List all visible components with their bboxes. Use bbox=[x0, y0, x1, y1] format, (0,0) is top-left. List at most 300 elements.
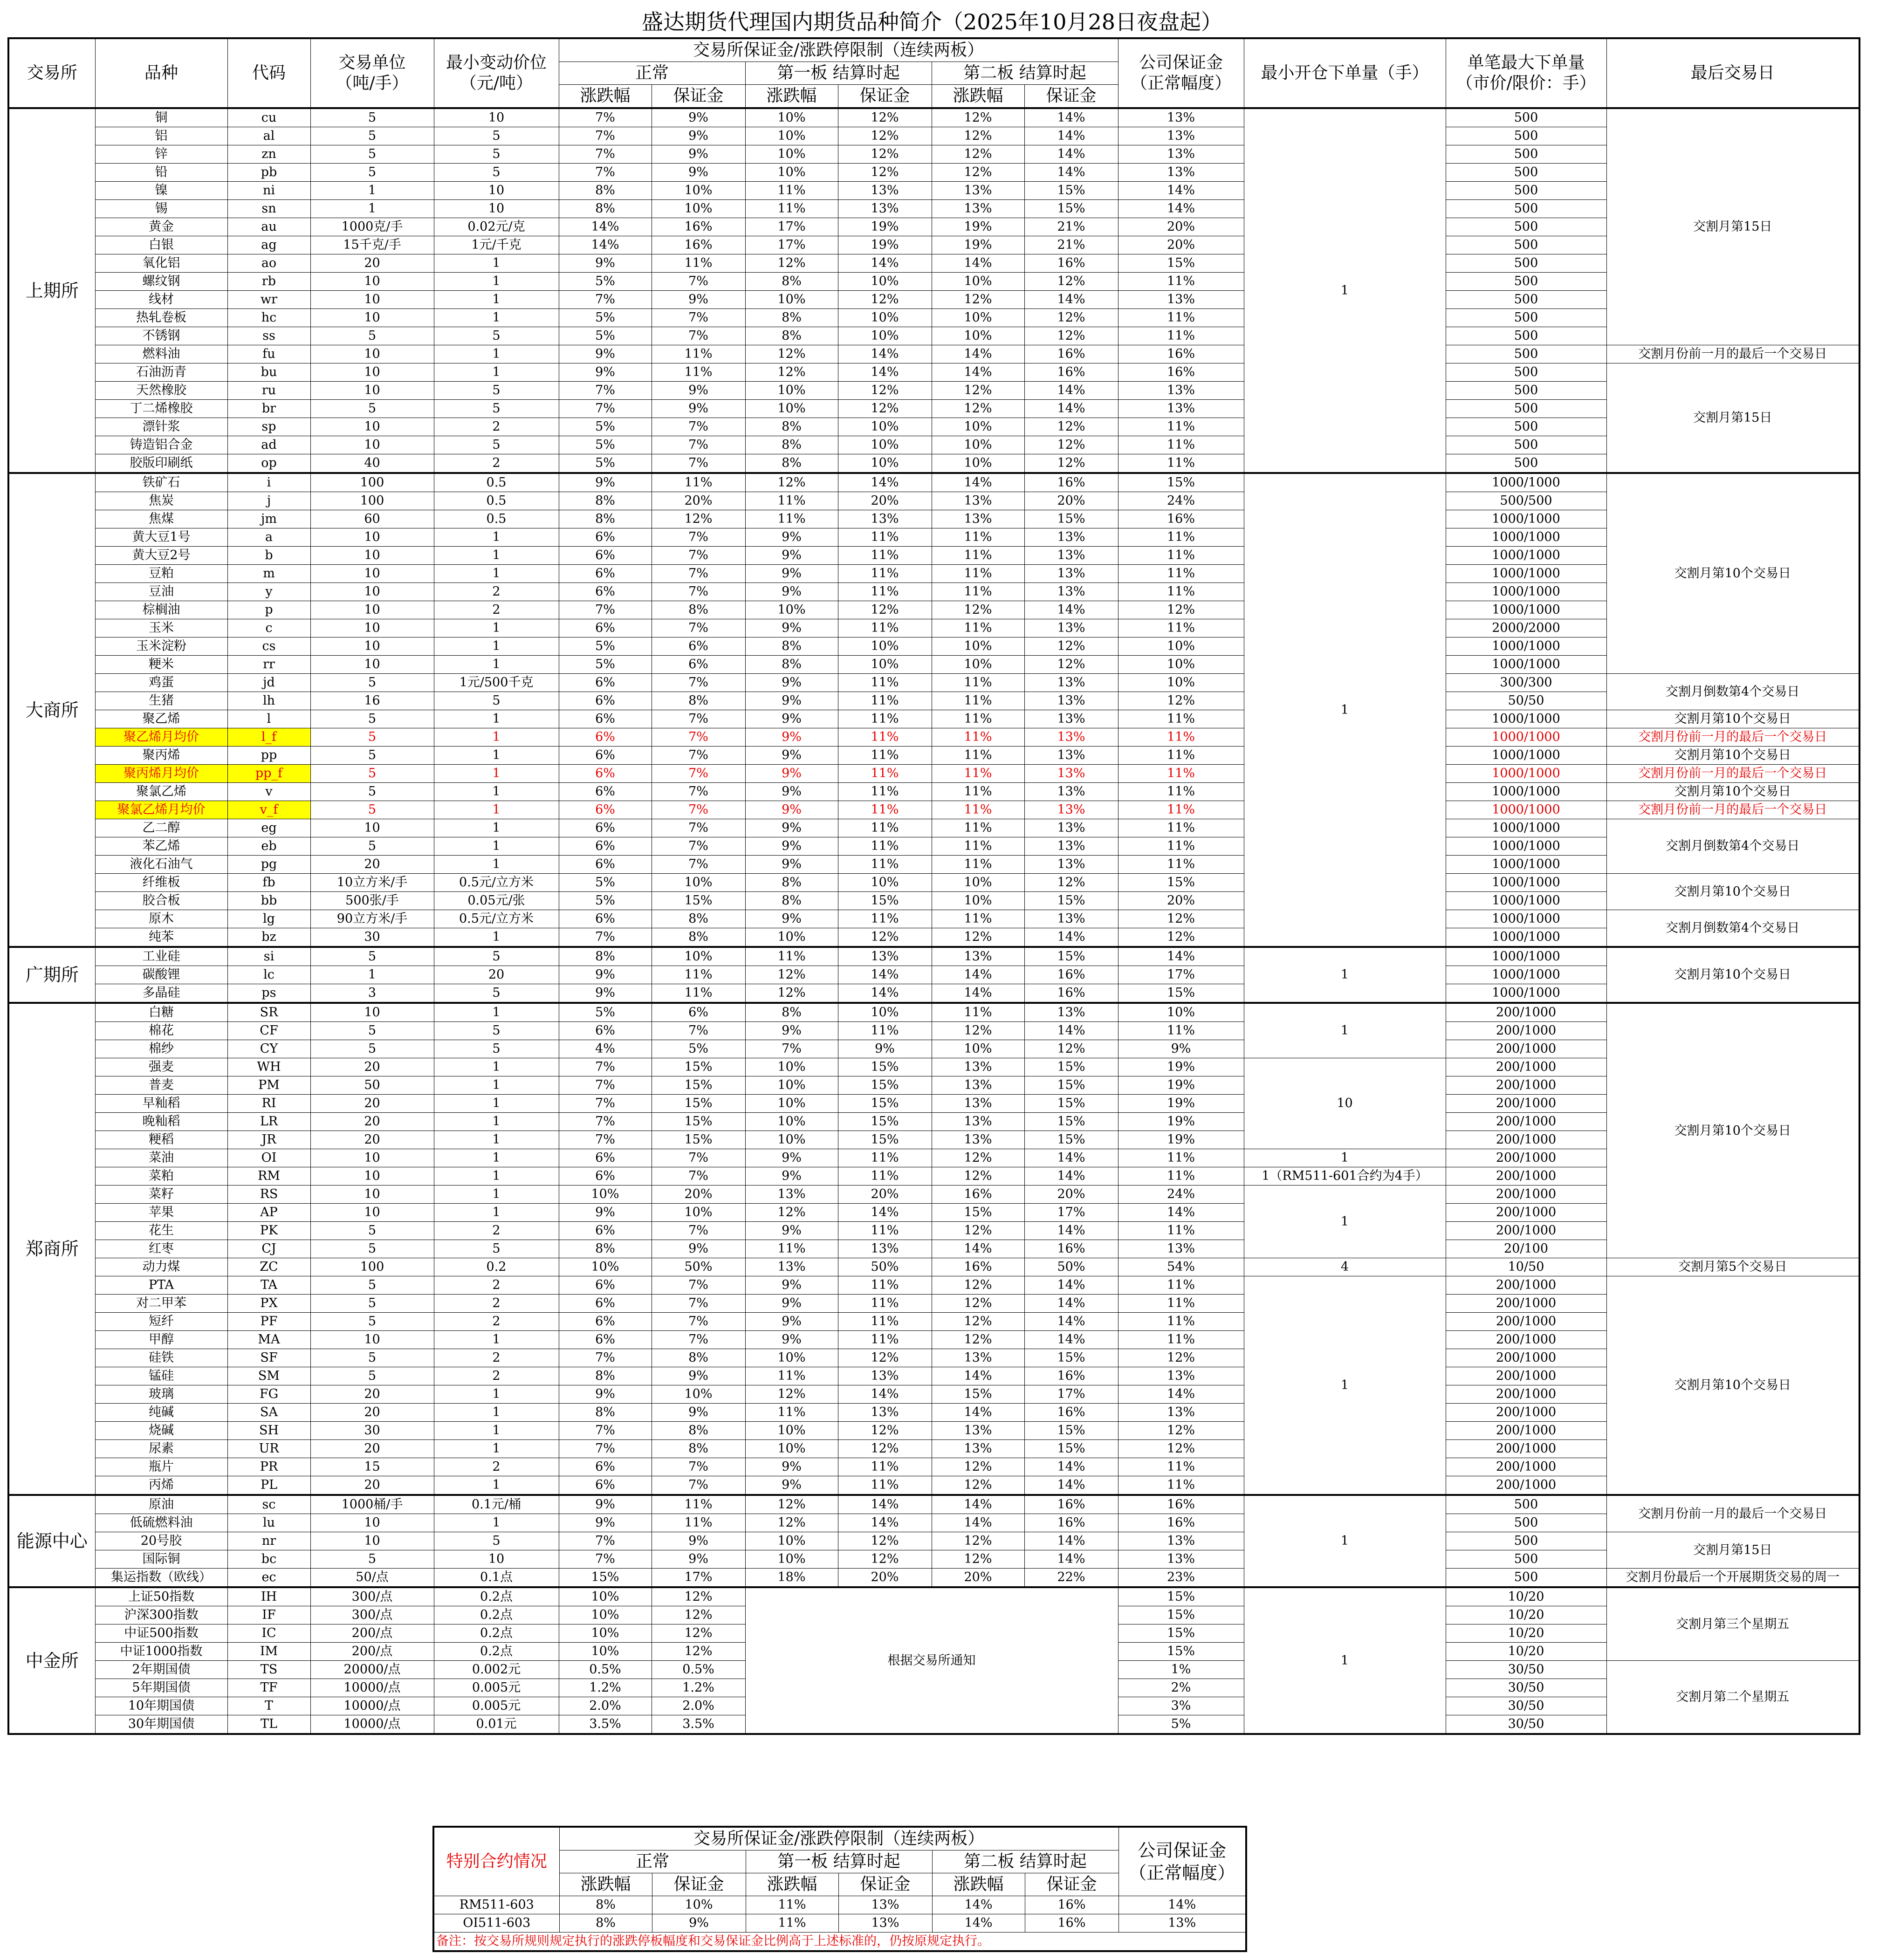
variety-code: nr bbox=[227, 1532, 310, 1550]
max-order-qty: 30/50 bbox=[1446, 1715, 1606, 1734]
variety-name: 黄大豆1号 bbox=[95, 528, 227, 547]
normal-limit: 6% bbox=[559, 1313, 652, 1331]
variety-code: bu bbox=[227, 363, 310, 382]
variety-code: SH bbox=[227, 1422, 310, 1440]
table-row bbox=[8, 947, 1859, 966]
normal-limit: 7% bbox=[559, 1532, 652, 1550]
table-row bbox=[8, 273, 1859, 291]
variety-code: jm bbox=[227, 510, 310, 528]
board1-limit: 9% bbox=[745, 1331, 838, 1349]
normal-limit: 2.0% bbox=[559, 1697, 652, 1715]
max-order-qty: 1000/1000 bbox=[1446, 637, 1606, 656]
variety-code: wr bbox=[227, 291, 310, 309]
board1-margin: 14% bbox=[838, 966, 932, 984]
board1-margin: 12% bbox=[838, 400, 932, 418]
board2-margin: 15% bbox=[1024, 892, 1118, 910]
board1-margin: 10% bbox=[838, 1003, 932, 1022]
normal-limit: 9% bbox=[559, 1204, 652, 1222]
variety-name: 液化石油气 bbox=[95, 856, 227, 874]
max-order-qty: 1000/1000 bbox=[1446, 801, 1606, 819]
trade-unit: 5 bbox=[310, 1040, 434, 1058]
table-row bbox=[8, 108, 1859, 127]
board2-margin: 14% bbox=[1024, 145, 1118, 164]
board1-margin: 12% bbox=[838, 145, 932, 164]
variety-code: bz bbox=[227, 928, 310, 947]
variety-code: TA bbox=[227, 1276, 310, 1295]
normal-limit: 6% bbox=[559, 1149, 652, 1167]
variety-name: 乙二醇 bbox=[95, 819, 227, 837]
board1-limit: 12% bbox=[745, 1385, 838, 1404]
board2-margin: 16% bbox=[1024, 254, 1118, 273]
variety-name: 锌 bbox=[95, 145, 227, 164]
board2-limit: 10% bbox=[932, 309, 1024, 327]
board1-limit: 9% bbox=[745, 819, 838, 837]
board2-margin: 14% bbox=[1024, 1295, 1118, 1313]
variety-code: i bbox=[227, 473, 310, 492]
company-margin: 11% bbox=[1118, 327, 1244, 345]
variety-code: au bbox=[227, 218, 310, 236]
tick-size: 2 bbox=[434, 1276, 559, 1295]
normal-margin: 15% bbox=[652, 1131, 745, 1149]
trade-unit: 10 bbox=[310, 1532, 434, 1550]
board1-margin: 11% bbox=[838, 1331, 932, 1349]
company-margin: 11% bbox=[1118, 1313, 1244, 1331]
col-header-limit: 涨跌幅 bbox=[745, 85, 838, 109]
company-margin: 11% bbox=[1118, 819, 1244, 837]
tick-size: 1 bbox=[434, 1514, 559, 1532]
trade-unit: 10 bbox=[310, 565, 434, 583]
board1-limit: 11% bbox=[745, 1240, 838, 1258]
min-open-qty: 1 bbox=[1244, 1495, 1446, 1587]
board1-margin: 11% bbox=[838, 837, 932, 856]
company-margin: 15% bbox=[1118, 1606, 1244, 1624]
normal-limit: 6% bbox=[559, 801, 652, 819]
board1-limit: 12% bbox=[745, 473, 838, 492]
normal-margin: 12% bbox=[652, 1643, 745, 1661]
tick-size: 5 bbox=[434, 1022, 559, 1040]
min-open-qty: 1 bbox=[1244, 1186, 1446, 1258]
trade-unit: 1 bbox=[310, 182, 434, 200]
trade-unit: 5 bbox=[310, 1295, 434, 1313]
company-margin: 11% bbox=[1118, 528, 1244, 547]
table-row bbox=[8, 436, 1859, 454]
normal-limit: 7% bbox=[559, 145, 652, 164]
board2-margin: 20% bbox=[1024, 1186, 1118, 1204]
trade-unit: 10 bbox=[310, 363, 434, 382]
table-row bbox=[8, 1295, 1859, 1313]
normal-margin: 7% bbox=[652, 273, 745, 291]
board1-margin: 12% bbox=[838, 1440, 932, 1458]
table-row bbox=[8, 910, 1859, 928]
normal-limit: 4% bbox=[559, 1040, 652, 1058]
variety-code: LR bbox=[227, 1113, 310, 1131]
normal-limit: 6% bbox=[559, 1276, 652, 1295]
board1-margin: 12% bbox=[838, 1550, 932, 1569]
board2-limit: 11% bbox=[932, 783, 1024, 801]
board2-limit: 12% bbox=[932, 1532, 1024, 1550]
board1-limit: 11% bbox=[745, 200, 838, 218]
board1-limit: 12% bbox=[745, 1204, 838, 1222]
tick-size: 1 bbox=[434, 783, 559, 801]
trade-unit: 10 bbox=[310, 528, 434, 547]
tick-size: 0.5 bbox=[434, 473, 559, 492]
normal-margin: 7% bbox=[652, 710, 745, 728]
trade-unit: 10 bbox=[310, 382, 434, 400]
tick-size: 1 bbox=[434, 856, 559, 874]
table-row bbox=[8, 1022, 1859, 1040]
variety-code: ec bbox=[227, 1569, 310, 1588]
variety-code: ps bbox=[227, 984, 310, 1003]
table-row bbox=[8, 291, 1859, 309]
board2-limit: 11% bbox=[932, 619, 1024, 637]
tick-size: 10 bbox=[434, 200, 559, 218]
board2-limit: 11% bbox=[932, 765, 1024, 783]
board2-limit: 14% bbox=[932, 254, 1024, 273]
normal-margin: 7% bbox=[652, 1331, 745, 1349]
normal-limit: 1.2% bbox=[559, 1679, 652, 1697]
board2-margin: 14% bbox=[1024, 400, 1118, 418]
normal-margin: 8% bbox=[652, 928, 745, 947]
board1-margin: 13% bbox=[838, 947, 932, 966]
normal-limit: 9% bbox=[559, 1495, 652, 1514]
board1-limit: 10% bbox=[745, 145, 838, 164]
normal-limit: 7% bbox=[559, 1095, 652, 1113]
trade-unit: 20 bbox=[310, 1058, 434, 1076]
max-order-qty: 30/50 bbox=[1446, 1697, 1606, 1715]
variety-name: 30年期国债 bbox=[95, 1715, 227, 1734]
normal-margin: 12% bbox=[652, 1606, 745, 1624]
board2-margin: 12% bbox=[1024, 309, 1118, 327]
normal-margin: 6% bbox=[652, 1003, 745, 1022]
board1-margin: 11% bbox=[838, 1222, 932, 1240]
normal-limit: 6% bbox=[559, 619, 652, 637]
tick-size: 2 bbox=[434, 418, 559, 436]
trade-unit: 10 bbox=[310, 819, 434, 837]
board1-margin: 10% bbox=[838, 637, 932, 656]
min-open-qty: 4 bbox=[1244, 1258, 1446, 1276]
normal-margin: 15% bbox=[652, 892, 745, 910]
board1-limit: 9% bbox=[745, 1222, 838, 1240]
variety-name: 胶版印刷纸 bbox=[95, 454, 227, 473]
normal-margin: 12% bbox=[652, 1624, 745, 1643]
variety-name: 铜 bbox=[95, 108, 227, 127]
normal-margin: 7% bbox=[652, 1222, 745, 1240]
variety-name: 硅铁 bbox=[95, 1349, 227, 1367]
board2-limit: 11% bbox=[932, 747, 1024, 765]
table-row bbox=[8, 1040, 1859, 1058]
table-row bbox=[8, 966, 1859, 984]
max-order-qty: 1000/1000 bbox=[1446, 856, 1606, 874]
variety-name: 中证1000指数 bbox=[95, 1643, 227, 1661]
normal-limit: 9% bbox=[559, 345, 652, 363]
min-open-qty: 1 bbox=[1244, 1003, 1446, 1058]
table-row bbox=[8, 1514, 1859, 1532]
normal-limit: 10% bbox=[559, 1258, 652, 1276]
normal-margin: 10% bbox=[652, 874, 745, 892]
special-value: 13% bbox=[1118, 1914, 1246, 1933]
board1-margin: 20% bbox=[838, 492, 932, 510]
variety-code: WH bbox=[227, 1058, 310, 1076]
variety-code: j bbox=[227, 492, 310, 510]
variety-code: ag bbox=[227, 236, 310, 254]
board2-margin: 16% bbox=[1024, 1514, 1118, 1532]
variety-code: IC bbox=[227, 1624, 310, 1643]
board2-limit: 12% bbox=[932, 108, 1024, 127]
max-order-qty: 1000/1000 bbox=[1446, 565, 1606, 583]
variety-code: cu bbox=[227, 108, 310, 127]
normal-limit: 6% bbox=[559, 856, 652, 874]
table-row bbox=[433, 1933, 1246, 1952]
board2-limit: 12% bbox=[932, 291, 1024, 309]
tick-size: 2 bbox=[434, 1313, 559, 1331]
board1-limit: 10% bbox=[745, 1422, 838, 1440]
min-open-qty: 1 bbox=[1244, 108, 1446, 473]
normal-margin: 15% bbox=[652, 1058, 745, 1076]
normal-margin: 7% bbox=[652, 1022, 745, 1040]
board1-limit: 8% bbox=[745, 309, 838, 327]
tick-size: 2 bbox=[434, 1367, 559, 1385]
max-order-qty: 1000/1000 bbox=[1446, 583, 1606, 601]
company-margin: 11% bbox=[1118, 436, 1244, 454]
trade-unit: 100 bbox=[310, 492, 434, 510]
table-row bbox=[8, 200, 1859, 218]
variety-name: 焦炭 bbox=[95, 492, 227, 510]
board2-limit: 13% bbox=[932, 510, 1024, 528]
variety-code: pp bbox=[227, 747, 310, 765]
tick-size: 1 bbox=[434, 345, 559, 363]
board1-margin: 14% bbox=[838, 1204, 932, 1222]
normal-limit: 7% bbox=[559, 1058, 652, 1076]
normal-limit: 8% bbox=[559, 1367, 652, 1385]
normal-limit: 6% bbox=[559, 728, 652, 747]
tick-size: 5 bbox=[434, 436, 559, 454]
variety-name: 焦煤 bbox=[95, 510, 227, 528]
trade-unit: 10 bbox=[310, 291, 434, 309]
company-margin: 12% bbox=[1118, 1349, 1244, 1367]
variety-code: UR bbox=[227, 1440, 310, 1458]
company-margin: 20% bbox=[1118, 236, 1244, 254]
variety-name: 螺纹钢 bbox=[95, 273, 227, 291]
max-order-qty: 200/1000 bbox=[1446, 1149, 1606, 1167]
company-margin: 12% bbox=[1118, 1422, 1244, 1440]
table-row bbox=[8, 363, 1859, 382]
normal-margin: 11% bbox=[652, 473, 745, 492]
col-header-limit: 涨跌幅 bbox=[746, 1873, 838, 1896]
variety-name: 花生 bbox=[95, 1222, 227, 1240]
max-order-qty: 500 bbox=[1446, 454, 1606, 473]
company-margin: 12% bbox=[1118, 601, 1244, 619]
variety-code: ad bbox=[227, 436, 310, 454]
normal-limit: 6% bbox=[559, 583, 652, 601]
table-row bbox=[8, 1349, 1859, 1367]
tick-size: 2 bbox=[434, 1222, 559, 1240]
table-row bbox=[8, 382, 1859, 400]
board2-margin: 13% bbox=[1024, 765, 1118, 783]
board2-limit: 12% bbox=[932, 1550, 1024, 1569]
normal-margin: 7% bbox=[652, 327, 745, 345]
header-row bbox=[433, 1827, 1246, 1850]
board2-margin: 15% bbox=[1024, 1422, 1118, 1440]
normal-margin: 7% bbox=[652, 454, 745, 473]
max-order-qty: 2000/2000 bbox=[1446, 619, 1606, 637]
max-order-qty: 10/20 bbox=[1446, 1624, 1606, 1643]
variety-name: 线材 bbox=[95, 291, 227, 309]
board2-limit: 14% bbox=[932, 1514, 1024, 1532]
tick-size: 1 bbox=[434, 1204, 559, 1222]
tick-size: 1 bbox=[434, 819, 559, 837]
table-row bbox=[8, 619, 1859, 637]
variety-name: 对二甲苯 bbox=[95, 1295, 227, 1313]
board2-margin: 15% bbox=[1024, 1349, 1118, 1367]
trade-unit: 10 bbox=[310, 1204, 434, 1222]
last-trade-day: 交割月倒数第4个交易日 bbox=[1606, 910, 1859, 947]
board1-margin: 15% bbox=[838, 1095, 932, 1113]
company-margin: 19% bbox=[1118, 1113, 1244, 1131]
company-margin: 13% bbox=[1118, 1532, 1244, 1550]
max-order-qty: 200/1000 bbox=[1446, 1385, 1606, 1404]
trade-unit: 5 bbox=[310, 801, 434, 819]
tick-size: 1 bbox=[434, 565, 559, 583]
variety-code: ZC bbox=[227, 1258, 310, 1276]
board1-limit: 18% bbox=[745, 1569, 838, 1588]
board2-margin: 14% bbox=[1024, 928, 1118, 947]
trade-unit: 5 bbox=[310, 783, 434, 801]
tick-size: 0.5 bbox=[434, 510, 559, 528]
company-margin: 11% bbox=[1118, 565, 1244, 583]
max-order-qty: 1000/1000 bbox=[1446, 874, 1606, 892]
company-margin: 23% bbox=[1118, 1569, 1244, 1588]
trade-unit: 16 bbox=[310, 692, 434, 710]
normal-margin: 8% bbox=[652, 1349, 745, 1367]
board1-limit: 10% bbox=[745, 1131, 838, 1149]
company-margin: 16% bbox=[1118, 510, 1244, 528]
col-header-group: 交易所保证金/涨跌停限制（连续两板） bbox=[559, 1827, 1118, 1850]
table-row bbox=[8, 837, 1859, 856]
last-trade-day: 交割月份前一月的最后一个交易日 bbox=[1606, 345, 1859, 363]
table-row bbox=[8, 1003, 1859, 1022]
variety-name: 铁矿石 bbox=[95, 473, 227, 492]
normal-limit: 7% bbox=[559, 1422, 652, 1440]
table-row bbox=[8, 418, 1859, 436]
board1-margin: 10% bbox=[838, 309, 932, 327]
variety-code: lu bbox=[227, 1514, 310, 1532]
tick-size: 1元/千克 bbox=[434, 236, 559, 254]
tick-size: 0.1元/桶 bbox=[434, 1495, 559, 1514]
company-margin: 11% bbox=[1118, 710, 1244, 728]
board1-margin: 11% bbox=[838, 565, 932, 583]
board2-limit: 11% bbox=[932, 583, 1024, 601]
normal-limit: 5% bbox=[559, 1003, 652, 1022]
board2-margin: 16% bbox=[1024, 1240, 1118, 1258]
variety-name: 国际铜 bbox=[95, 1550, 227, 1569]
table-row bbox=[8, 547, 1859, 565]
max-order-qty: 1000/1000 bbox=[1446, 473, 1606, 492]
table-row bbox=[8, 1131, 1859, 1149]
board1-margin: 11% bbox=[838, 547, 932, 565]
tick-size: 1 bbox=[434, 837, 559, 856]
board1-margin: 12% bbox=[838, 928, 932, 947]
board1-limit: 10% bbox=[745, 1440, 838, 1458]
board1-limit: 9% bbox=[745, 1276, 838, 1295]
variety-code: si bbox=[227, 947, 310, 966]
company-margin: 16% bbox=[1118, 363, 1244, 382]
max-order-qty: 200/1000 bbox=[1446, 1440, 1606, 1458]
board1-limit: 9% bbox=[745, 783, 838, 801]
variety-name: 沪深300指数 bbox=[95, 1606, 227, 1624]
trade-unit: 10立方米/手 bbox=[310, 874, 434, 892]
table-row bbox=[8, 856, 1859, 874]
normal-margin: 9% bbox=[652, 1240, 745, 1258]
max-order-qty: 200/1000 bbox=[1446, 1167, 1606, 1186]
max-order-qty: 500 bbox=[1446, 164, 1606, 182]
last-trade-day: 交割月第10个交易日 bbox=[1606, 747, 1859, 765]
board1-limit: 11% bbox=[745, 182, 838, 200]
special-contract-name: RM511-603 bbox=[433, 1896, 559, 1914]
normal-margin: 11% bbox=[652, 1495, 745, 1514]
company-margin: 16% bbox=[1118, 345, 1244, 363]
normal-margin: 11% bbox=[652, 345, 745, 363]
last-trade-day: 交割月第15日 bbox=[1606, 1532, 1859, 1569]
board1-limit: 10% bbox=[745, 1076, 838, 1095]
normal-margin: 7% bbox=[652, 674, 745, 692]
board1-limit: 9% bbox=[745, 528, 838, 547]
table-row bbox=[8, 127, 1859, 145]
exchange-cell: 大商所 bbox=[8, 473, 95, 947]
board1-margin: 15% bbox=[838, 1058, 932, 1076]
company-margin: 13% bbox=[1118, 1367, 1244, 1385]
board2-margin: 14% bbox=[1024, 1476, 1118, 1495]
variety-code: c bbox=[227, 619, 310, 637]
table-row bbox=[8, 928, 1859, 947]
board1-limit: 8% bbox=[745, 1003, 838, 1022]
variety-name: 20号胶 bbox=[95, 1532, 227, 1550]
max-order-qty: 1000/1000 bbox=[1446, 528, 1606, 547]
normal-limit: 7% bbox=[559, 1440, 652, 1458]
board1-limit: 8% bbox=[745, 656, 838, 674]
company-margin: 12% bbox=[1118, 692, 1244, 710]
normal-limit: 6% bbox=[559, 837, 652, 856]
max-order-qty: 200/1000 bbox=[1446, 1331, 1606, 1349]
board2-limit: 11% bbox=[932, 801, 1024, 819]
company-margin: 14% bbox=[1118, 182, 1244, 200]
variety-code: eb bbox=[227, 837, 310, 856]
normal-margin: 11% bbox=[652, 984, 745, 1003]
trade-unit: 20000/点 bbox=[310, 1661, 434, 1679]
board2-margin: 14% bbox=[1024, 1022, 1118, 1040]
table-row bbox=[8, 819, 1859, 837]
board2-margin: 13% bbox=[1024, 583, 1118, 601]
board2-margin: 14% bbox=[1024, 1167, 1118, 1186]
board1-margin: 15% bbox=[838, 1076, 932, 1095]
variety-name: 热轧卷板 bbox=[95, 309, 227, 327]
tick-size: 2 bbox=[434, 601, 559, 619]
tick-size: 5 bbox=[434, 145, 559, 164]
company-margin: 11% bbox=[1118, 837, 1244, 856]
board1-margin: 11% bbox=[838, 747, 932, 765]
normal-margin: 7% bbox=[652, 1149, 745, 1167]
tick-size: 1 bbox=[434, 1476, 559, 1495]
last-trade-day: 交割月第10个交易日 bbox=[1606, 473, 1859, 674]
company-margin: 11% bbox=[1118, 728, 1244, 747]
normal-limit: 6% bbox=[559, 710, 652, 728]
normal-margin: 9% bbox=[652, 1367, 745, 1385]
max-order-qty: 10/20 bbox=[1446, 1606, 1606, 1624]
special-value: 8% bbox=[559, 1896, 652, 1914]
max-order-qty: 10/20 bbox=[1446, 1587, 1606, 1606]
variety-name: 苹果 bbox=[95, 1204, 227, 1222]
board1-limit: 11% bbox=[745, 1367, 838, 1385]
exchange-cell: 中金所 bbox=[8, 1587, 95, 1734]
